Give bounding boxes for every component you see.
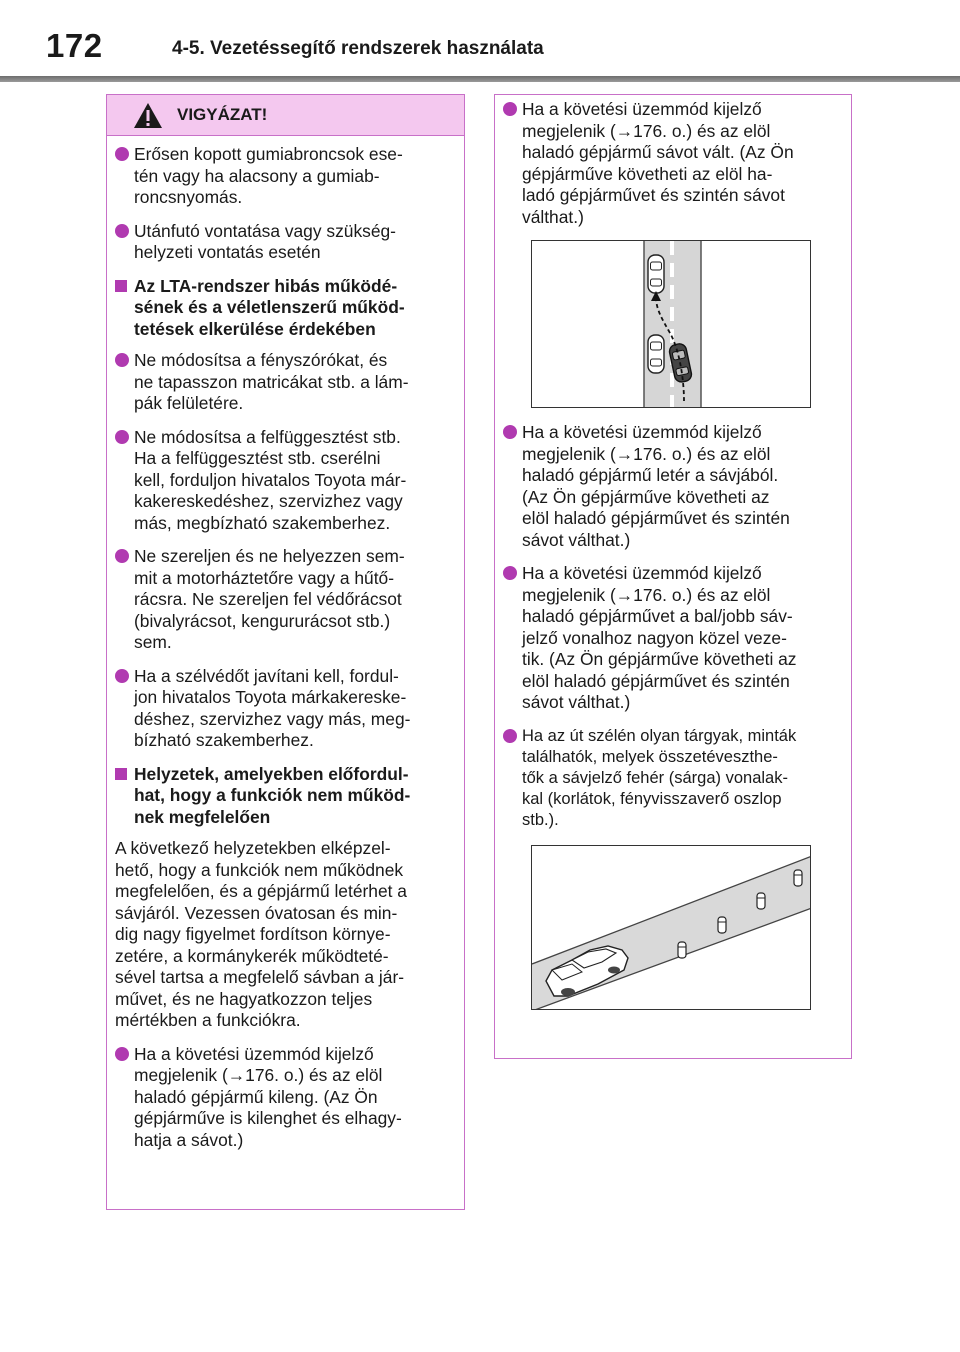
bullet-icon bbox=[503, 102, 517, 116]
text-line: haladó gépjármű sávot vált. (Az Ön bbox=[522, 142, 794, 162]
body-paragraph bbox=[115, 838, 458, 1032]
text-line: hatja a sávot.) bbox=[134, 1129, 244, 1150]
warning-panel bbox=[106, 94, 465, 1210]
bullet-icon bbox=[115, 549, 129, 563]
list-item bbox=[115, 221, 464, 264]
lane-change-illustration bbox=[531, 240, 811, 408]
list-item bbox=[115, 1044, 464, 1152]
text-line: haladó gépjárművet a bal/jobb sáv- bbox=[522, 606, 793, 626]
pole bbox=[757, 893, 765, 909]
text-line: stb.). bbox=[522, 810, 559, 829]
bullet-icon bbox=[115, 224, 129, 238]
page-number: 172 bbox=[46, 27, 103, 64]
text-line: (Az Ön gépjárműve követheti az bbox=[522, 486, 770, 507]
warning-content bbox=[495, 95, 851, 1010]
text-line: sem. bbox=[134, 632, 172, 652]
text-line: Erősen kopott gumiabroncsok ese- bbox=[134, 144, 403, 164]
text-line: tők a sávjelző fehér (sárga) vonalak- bbox=[522, 768, 788, 787]
text-line: pák felületére. bbox=[134, 393, 244, 413]
continued-warning-panel bbox=[494, 94, 852, 1059]
bullet-icon bbox=[503, 566, 517, 580]
text-line: Ha az út szélén olyan tárgyak, minták bbox=[522, 726, 797, 745]
warning-content bbox=[107, 136, 464, 1151]
text-line: jon hivatalos Toyota márkakereske- bbox=[134, 687, 407, 707]
text-line: haladó gépjármű kileng. (Az Ön bbox=[134, 1086, 378, 1107]
text-line: megfelelően, és a gépjármű letérhet a bbox=[115, 881, 407, 901]
text-line: sével tartsa a megfelelő sávban a jár- bbox=[115, 967, 405, 987]
text-line: helyzeti vontatás esetén bbox=[134, 242, 321, 262]
text-line: gépjárműve követheti az elöl ha- bbox=[522, 163, 773, 184]
text-line: Ne szereljen és ne helyezzen sem- bbox=[134, 546, 405, 566]
text-line: kal (korlátok, fényvisszaverő oszlop bbox=[522, 789, 782, 808]
list-item bbox=[115, 144, 464, 209]
text-line: gépjárműve is kilenghet és elhagy- bbox=[134, 1108, 402, 1128]
text-line: Ha a szélvédőt javítani kell, fordul- bbox=[134, 665, 399, 686]
warning-header bbox=[107, 95, 464, 136]
list-item bbox=[115, 546, 464, 654]
subheading bbox=[115, 276, 464, 341]
bullet-icon bbox=[503, 425, 517, 439]
pole bbox=[794, 870, 802, 886]
text-line: bízható szakemberhez. bbox=[134, 730, 314, 750]
bullet-icon bbox=[115, 147, 129, 161]
text-line: kakereskedéshez, szervizhez vagy bbox=[134, 491, 403, 511]
text-line: tik. (Az Ön gépjárműve követheti az bbox=[522, 649, 797, 669]
text-line: megjelenik (→176. o.) és az elöl bbox=[522, 120, 771, 141]
text-line: Ne módosítsa a fényszórókat, és bbox=[134, 350, 388, 370]
text-line: Ha a felfüggesztést stb. cserélni bbox=[134, 448, 381, 468]
text-line: zetére, a kormánykerék működteté- bbox=[115, 945, 389, 966]
text-line: művet, és ne hagyatkozzon teljes bbox=[115, 988, 373, 1009]
text-line: válthat.) bbox=[522, 206, 584, 227]
text-line: Ha a követési üzemmód kijelző bbox=[134, 1043, 374, 1064]
pole bbox=[718, 917, 726, 933]
text-line: dig nagy figyelmet fordítson környe- bbox=[115, 924, 391, 944]
bullet-icon bbox=[115, 430, 129, 444]
bullet-icon bbox=[115, 353, 129, 367]
square-bullet-icon bbox=[115, 280, 127, 292]
list-item bbox=[115, 666, 464, 752]
subheading bbox=[115, 764, 464, 829]
text-line: kell, forduljon hivatalos Toyota már- bbox=[134, 469, 407, 490]
text-line: rácsra. Ne szereljen fel védőrácsot bbox=[134, 589, 402, 609]
warning-triangle-icon bbox=[133, 102, 163, 129]
text-line: ladó gépjárművet és szintén sávot bbox=[522, 185, 785, 205]
roadside-poles-drawing bbox=[532, 846, 811, 1010]
bullet-icon bbox=[115, 1047, 129, 1061]
other-car bbox=[648, 335, 664, 373]
text-line: jelző vonalhoz nagyon közel veze- bbox=[522, 627, 787, 648]
text-line: megjelenik (→176. o.) és az elöl bbox=[522, 584, 771, 605]
text-line: tetések elkerülése érdekében bbox=[134, 318, 376, 339]
section-title: 4-5. Vezetéssegítő rendszerek használata bbox=[172, 38, 544, 59]
lane-change-drawing bbox=[532, 241, 811, 408]
bullet-icon bbox=[115, 669, 129, 683]
text-line: megjelenik (→176. o.) és az elöl bbox=[522, 443, 771, 464]
text-line: ne tapasszon matricákat stb. a lám- bbox=[134, 371, 409, 392]
text-line: sávot válthat.) bbox=[522, 529, 631, 550]
text-line: Utánfutó vontatása vagy szükség- bbox=[134, 220, 396, 241]
list-item bbox=[503, 563, 851, 714]
header-rule bbox=[0, 76, 960, 82]
text-line: tén vagy ha alacsony a gumiab- bbox=[134, 165, 380, 186]
list-item bbox=[115, 350, 464, 415]
text-line: más, megbízható szakemberhez. bbox=[134, 512, 391, 533]
list-item bbox=[115, 427, 464, 535]
text-line: (bivalyrácsot, kengururácsot stb.) bbox=[134, 610, 391, 631]
pole bbox=[678, 942, 686, 958]
text-line: sének és a véletlenszerű működ- bbox=[134, 297, 405, 317]
text-line: Az LTA-rendszer hibás működé- bbox=[134, 275, 398, 296]
list-item bbox=[503, 726, 851, 831]
text-line: elöl haladó gépjárművet és szintén bbox=[522, 670, 790, 691]
text-line: nek megfelelően bbox=[134, 806, 271, 827]
text-line: A következő helyzetekben elképzel- bbox=[115, 838, 391, 858]
text-line: hető, hogy a funkciók nem működnek bbox=[115, 859, 404, 880]
text-line: elöl haladó gépjárművet és szintén bbox=[522, 508, 790, 528]
square-bullet-icon bbox=[115, 768, 127, 780]
text-line: Ha a követési üzemmód kijelző bbox=[522, 99, 762, 119]
roadside-poles-illustration bbox=[531, 845, 811, 1010]
text-line: találhatók, melyek összetéveszthe- bbox=[522, 747, 778, 766]
text-line: hat, hogy a funkciók nem működ- bbox=[134, 785, 411, 805]
text-line: sávjáról. Vezessen óvatosan és min- bbox=[115, 902, 398, 923]
text-line: Ne módosítsa a felfüggesztést stb. bbox=[134, 426, 401, 447]
lead-car bbox=[648, 255, 664, 293]
list-item bbox=[503, 422, 851, 551]
bullet-icon bbox=[503, 729, 517, 743]
text-line: déshez, szervizhez vagy más, meg- bbox=[134, 708, 411, 729]
text-line: Ha a követési üzemmód kijelző bbox=[522, 422, 762, 442]
warning-title: VIGYÁZAT! bbox=[177, 105, 268, 124]
text-line: megjelenik (→176. o.) és az elöl bbox=[134, 1065, 383, 1085]
text-line: mértékben a funkciókra. bbox=[115, 1010, 301, 1030]
list-item bbox=[503, 99, 851, 228]
text-line: Ha a követési üzemmód kijelző bbox=[522, 563, 762, 583]
text-line: sávot válthat.) bbox=[522, 692, 631, 712]
text-line: roncsnyomás. bbox=[134, 187, 243, 207]
text-line: haladó gépjármű letér a sávjából. bbox=[522, 465, 779, 485]
text-line: mit a motorháztetőre vagy a hűtő- bbox=[134, 567, 395, 588]
text-line: Helyzetek, amelyekben előfordul- bbox=[134, 763, 409, 784]
